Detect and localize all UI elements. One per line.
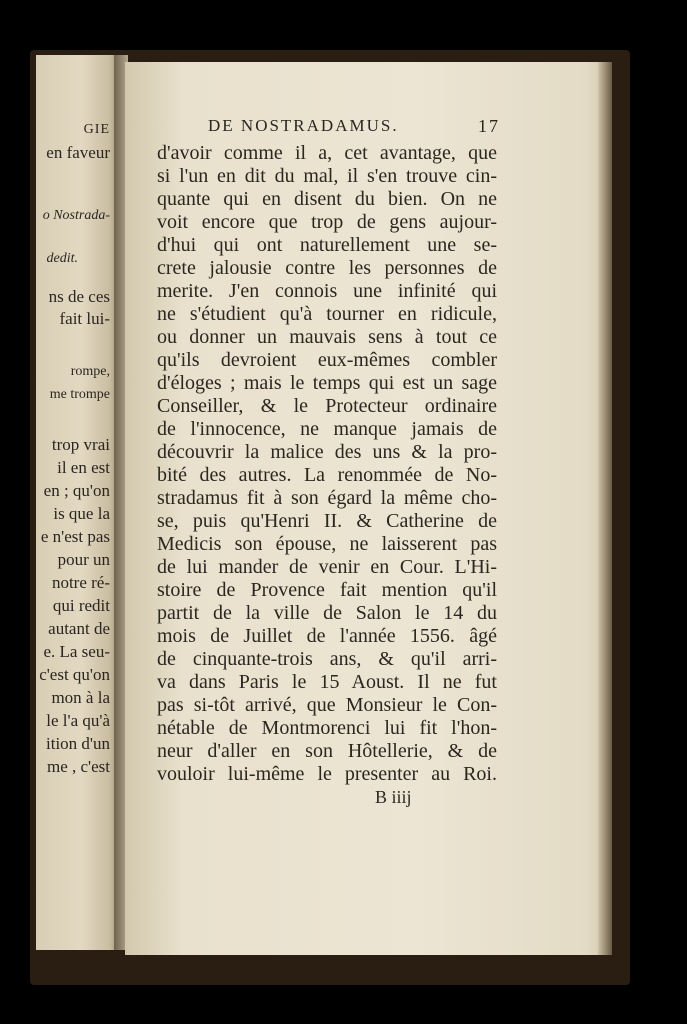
left-line: rompe, (70, 364, 110, 379)
text-line: d'éloges ; mais le temps qui est un sage (157, 372, 497, 394)
text-line: quante qui en disent du bien. On ne (157, 188, 497, 210)
left-line: c'est qu'on (39, 665, 110, 684)
text-line: découvrir la malice des uns & la pro- (157, 441, 497, 463)
left-line: ns de ces (48, 287, 110, 306)
text-line: d'avoir comme il a, cet avantage, que (157, 142, 497, 164)
left-line: dedit. (46, 251, 78, 266)
left-line: me trompe (49, 387, 110, 402)
text-line: voit encore que trop de gens aujour- (157, 211, 497, 233)
left-line: autant de (48, 619, 110, 638)
left-line: en faveur (46, 143, 110, 162)
signature-mark: B iiij (375, 787, 412, 807)
text-line: d'hui qui ont naturellement une se- (157, 234, 497, 256)
page-edge (598, 62, 612, 955)
left-line: notre ré- (51, 573, 110, 592)
left-line: o Nostrada- (42, 208, 110, 223)
left-line: trop vrai (51, 435, 110, 454)
text-line: se, puis qu'Henri II. & Catherine de (157, 510, 497, 532)
left-line: en ; qu'on (43, 481, 110, 500)
text-line: de l'innocence, ne manque jamais de (157, 418, 497, 440)
text-line: stoire de Provence fait mention qu'il (157, 579, 497, 601)
left-line: fait lui- (59, 309, 110, 328)
text-line: stradamus fit à son égard la même cho- (157, 487, 497, 509)
text-line: si l'un en dit du mal, il s'en trouve cin- (157, 165, 497, 187)
text-line: nétable de Montmorenci lui fit l'hon- (157, 717, 497, 739)
text-line: ne s'étudient qu'à tourner en ridicule, (157, 303, 497, 325)
text-line: partit de la ville de Salon le 14 du (157, 602, 497, 624)
left-line: qui redit (52, 596, 110, 615)
left-line: il en est (57, 458, 110, 477)
text-line: qu'ils devroient eux-mêmes combler (157, 349, 497, 371)
left-line: ition d'un (46, 734, 110, 753)
left-line: is que la (53, 504, 110, 523)
text-line: pas si-tôt arrivé, que Monsieur le Con- (157, 694, 497, 716)
running-head (160, 112, 500, 138)
text-line: bité des autres. La renommée de No- (157, 464, 497, 486)
text-line: Conseiller, & le Protecteur ordinaire (157, 395, 497, 417)
left-running-head: GIE (83, 122, 110, 137)
left-line: pour un (57, 550, 110, 569)
page-number: 17 (478, 116, 500, 136)
text-line: de cinquante-trois ans, & qu'il arri- (157, 648, 497, 670)
left-line: e n'est pas (40, 527, 110, 546)
text-line: mois de Juillet de l'année 1556. âgé (157, 625, 497, 647)
text-line: crete jalousie contre les personnes de (157, 257, 497, 279)
left-line: le l'a qu'à (46, 711, 110, 730)
text-line: va dans Paris le 15 Aoust. Il ne fut (157, 671, 497, 693)
text-line: vouloir lui-même le presenter au Roi. (157, 763, 497, 785)
text-line: ou donner un mauvais sens à tout ce (157, 326, 497, 348)
left-line: mon à la (51, 688, 110, 707)
running-head-title: DE NOSTRADAMUS. (208, 116, 399, 135)
left-page (36, 55, 118, 950)
text-line: merite. J'en connois une infinité qui (157, 280, 497, 302)
left-line: e. La seu- (43, 642, 110, 661)
left-line: me , c'est (46, 757, 110, 776)
text-line: neur d'aller en son Hôtellerie, & de (157, 740, 497, 762)
text-line: Medicis son épouse, ne laisserent pas (157, 533, 497, 555)
text-line: de lui mander de venir en Cour. L'Hi- (157, 556, 497, 578)
